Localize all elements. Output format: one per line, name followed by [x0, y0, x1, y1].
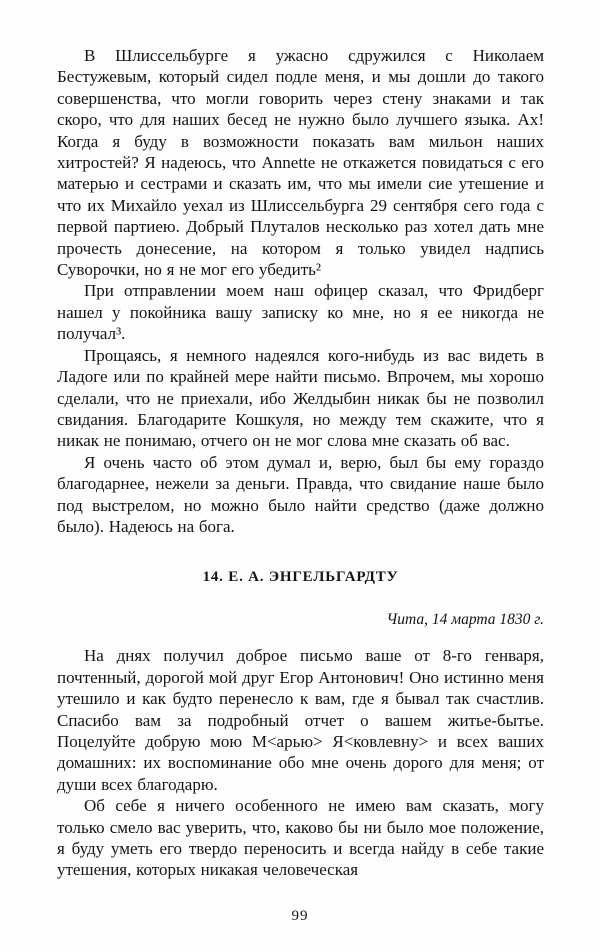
paragraph: В Шлиссельбурге я ужасно сдружился с Николаем Бестужевым, который сидел подле меня, и мы дошли до такого совершенства, что могли говорить через стену знаками и так скоро, что для наших бесед не нужно было лучшего языка. Ах! Когда я буду в возможности показать вам мильон наших хитростей? Я надеюсь, что Annette не откажется повидаться с его матерью и сестрами и сказать им, что мы имели сие утешение и что их Михайло уехал из Шлиссельбурга 29 сентября сего года с первой партиею. Добрый Плуталов несколько раз хотел дать мне прочесть донесение, на котором я только увидел надпись Суворочки, но я не мог его убедить²	[57, 46, 544, 280]
letter-heading: 14. Е. А. ЭНГЕЛЬГАРДТУ	[202, 569, 399, 586]
paragraph: Я очень часто об этом думал и, верю, был бы ему гораздо благодарнее, нежели за деньги. Правда, что свидание наше было под выстрелом, но можно было найти средство (даже должно было). Надеюсь на бога.	[57, 452, 544, 536]
page-number: 99	[291, 908, 309, 924]
paragraph: На днях получил доброе письмо ваше от 8-го генваря, почтенный, дорогой мой друг Егор Антонович! Оно истинно меня утешило и как будто перенесло к вам, где я бывал так счастлив. Спасибо вам за подробный отчет о вашем житье-бытье. Поцелуйте добрую мою М<арью> Я<ковлевну> и всех ваших домашних: их воспоминание обо мне очень дорого для меня; от души всех благодарю.	[57, 646, 544, 794]
previous-letter-body	[57, 45, 544, 537]
letter-dateline: Чита, 14 марта 1830 г.	[386, 611, 544, 629]
letter-14-body	[57, 645, 544, 880]
paragraph: При отправлении моем наш офицер сказал, что Фридберг нашел у покойника вашу записку ко мне, но я ее никогда не получал³.	[57, 281, 544, 344]
paragraph: Прощаясь, я немного надеялся кого-нибудь из вас видеть в Ладоге или по крайней мере найти письмо. Впрочем, мы хорошо сделали, что не приехали, ибо Желдыбин никак бы не позволил свидания. Благодарите Кошкуля, но между тем скажите, что я никак не понимаю, отчего он не мог слова мне сказать об вас.	[57, 345, 544, 451]
paragraph: Об себе я ничего особенного не имею вам сказать, могу только смело вас уверить, что, каково бы ни было мое положение, я буду уметь его твердо переносить и всегда найду в себе такие утешения, которых никакая человеческая	[57, 796, 544, 880]
